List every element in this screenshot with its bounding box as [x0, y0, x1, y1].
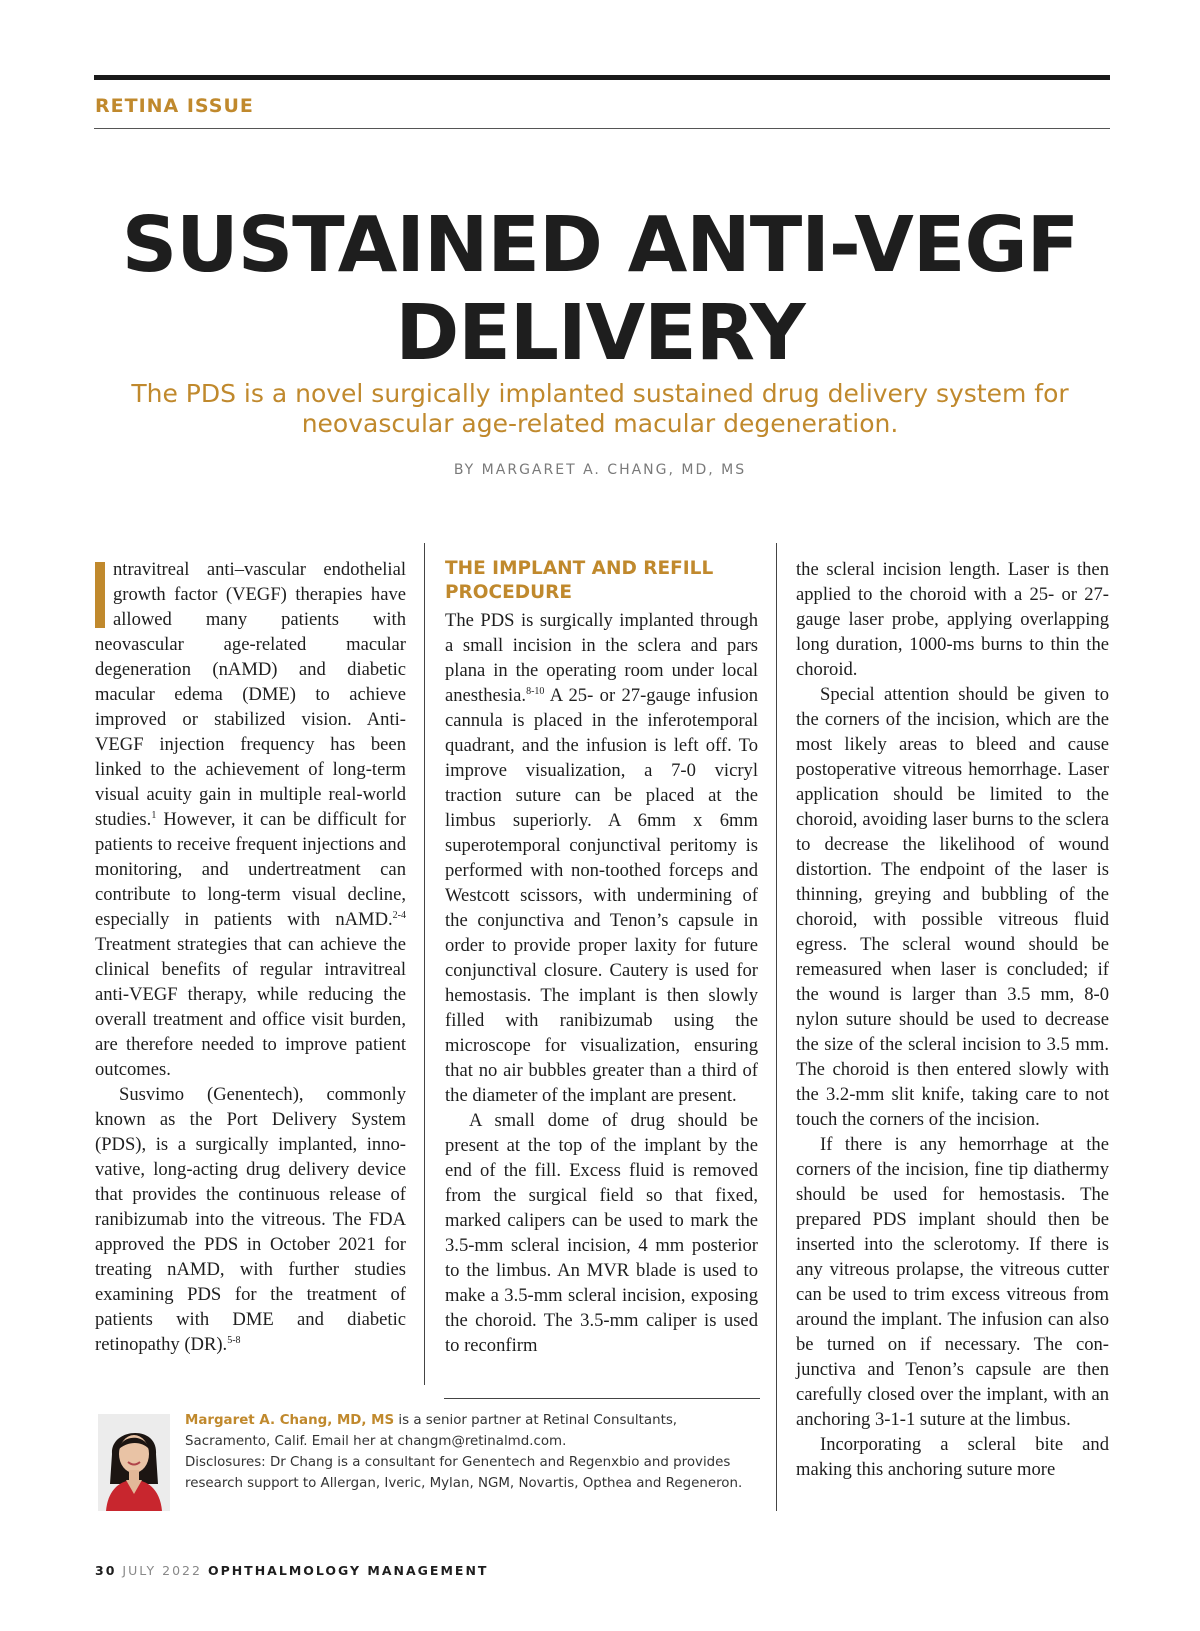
paragraph: Susvimo (Genentech), commonly known as the Port Delivery System (PDS), is a surgically implanted, innovative, long-acting drug delivery device that provides the continuous release of ranibizumab into the vitreous. The FDA approved the PDS in October 2021 for treating nAMD, with further studies examining PDS for the treatment of patients with DME and diabetic retinopathy (DR).$^{5-8}$ — [95, 1084, 406, 1355]
disclosures: Disclosures: Dr Chang is a consultant for Genentech and Regenxbio and provides research support to Allergan, Iveric, Mylan, NGM, Novartis, Opthea and Regeneron. — [185, 1455, 743, 1491]
title-line-2: DELIVERY — [395, 289, 805, 378]
paragraph: the scleral incision length. Laser is then applied to the choroid with a 25- or 27-gauge laser probe, applying overlapping long duration, 1000-ms burns to thin the choroid. — [796, 559, 1109, 680]
column-divider — [424, 543, 425, 1385]
article-title — [40, 202, 1160, 378]
top-rule — [94, 75, 1110, 80]
paragraph: If there is any hemorrhage at the corners of the incision, fine tip diathermy should be used for hemostasis. The prepared PDS implant should then be inserted into the sclerotomy. If there is any vitreous prolapse, the vitreous cutter can be used to trim excess vitreous from around the implant. The infusion can also be turned on if necessary. The conjunctiva and Tenon’s capsule are then carefully closed over the implant, with an anchoring 3-1-1 suture at the limbus. — [796, 1134, 1109, 1430]
page-number: 30 — [95, 1563, 117, 1578]
author-bio — [185, 1410, 755, 1494]
section-label: RETINA ISSUE — [95, 95, 254, 117]
bio-text: Margaret A. Chang, MD, MS is a senior partner at Retinal Consultants, Sacramento, Calif. Email her at changm@retinalmd.com. — [185, 1413, 678, 1449]
title-line-1: SUSTAINED ANTI-VEGF — [121, 201, 1079, 290]
paragraph: ntravitreal anti–vascular endothelial growth factor (VEGF) therapies have allowed many patients with neovascular age-related macular degeneration (nAMD) and diabetic macular edema (DME) to achieve improved or stabilized vision. Anti-VEGF injection frequency has been linked to the achievement of long-term visual acuity gain in multiple real-world studies.$^1$ However, it can be difficult for patients to receive frequent injections and monitoring, and undertreatment can contribute to long-term visual decline, especially in patients with nAMD.$^{2-4}$ Treatment strategies that can achieve the clinical benefits of regular intravitreal anti-VEGF therapy, while reducing the overall treatment and office visit burden, are therefore needed to improve patient outcomes. — [95, 559, 406, 1080]
page-footer — [95, 1563, 488, 1578]
author-photo — [98, 1414, 170, 1511]
column-2 — [445, 557, 758, 1358]
drop-cap-bar — [95, 562, 105, 628]
column-1 — [95, 557, 406, 1357]
author-name: Margaret A. Chang, MD, MS — [185, 1413, 395, 1428]
byline: BY MARGARET A. CHANG, MD, MS — [453, 462, 747, 478]
author-portrait-icon — [98, 1414, 170, 1511]
issue-date: JULY 2022 — [122, 1563, 202, 1578]
paragraph: The PDS is surgically implanted through a small incision in the sclera and pars plana in the operating room under local anesthesia.$^{8-10}$ A 25- or 27-gauge infusion cannula is placed in the inferotemporal quadrant, and the infusion is left off. To improve visualization, a 7-0 vicryl traction suture can be placed at the limbus superiorly. A 6mm x 6mm superotemporal conjunctival peritomy is performed with non-toothed forceps and Westcott scissors, with undermining of the conjunctiva and Tenon’s capsule in order to provide proper laxity for future conjunctival closure. Cautery is used for hemostasis. The implant is then slowly filled with ranibizumab using the microscope for visualization, ensuring that no air bubbles greater than a third of the diameter of the implant are present. — [445, 610, 758, 1106]
bio-divider — [444, 1398, 760, 1399]
magazine-name: OPHTHALMOLOGY MANAGEMENT — [207, 1563, 489, 1578]
paragraph: Incorporating a scleral bite and making this anchoring suture more — [796, 1434, 1109, 1480]
section-heading: THE IMPLANT AND REFILL PROCEDURE — [445, 558, 714, 603]
paragraph: Special attention should be given to the corners of the incision, which are the most likely areas to bleed and cause postoperative vitreous hemorrhage. Laser application should be limited to the choroid, avoiding laser burns to the sclera to decrease the likelihood of wound distortion. The endpoint of the laser is thinning, greying and bubbling of the choroid, with possible vitreous fluid egress. The scleral wound should be remeasured when laser is concluded; if the wound is larger than 3.5 mm, 8-0 nylon suture should be used to decrease the size of the scleral incision to 3.5 mm. The choroid is then entered slowly with the 3.2-mm slit knife, taking care to not touch the corners of the incision. — [796, 684, 1109, 1130]
column-divider — [776, 543, 777, 1511]
article-subtitle: The PDS is a novel surgically implanted sustained drug delivery system for neovascular age-related macular degeneration. — [131, 379, 1069, 438]
column-3 — [796, 557, 1109, 1482]
paragraph: A small dome of drug should be present at the top of the implant by the end of the fill. Excess fluid is removed from the surgical field so that fixed, marked calipers can be used to mark the 3.5-mm scleral incision, 4 mm posterior to the limbus. An MVR blade is used to make a 3.5-mm scleral incision, exposing the choroid. The 3.5-mm caliper is used to reconfirm — [445, 1110, 758, 1356]
header-divider — [94, 128, 1110, 129]
